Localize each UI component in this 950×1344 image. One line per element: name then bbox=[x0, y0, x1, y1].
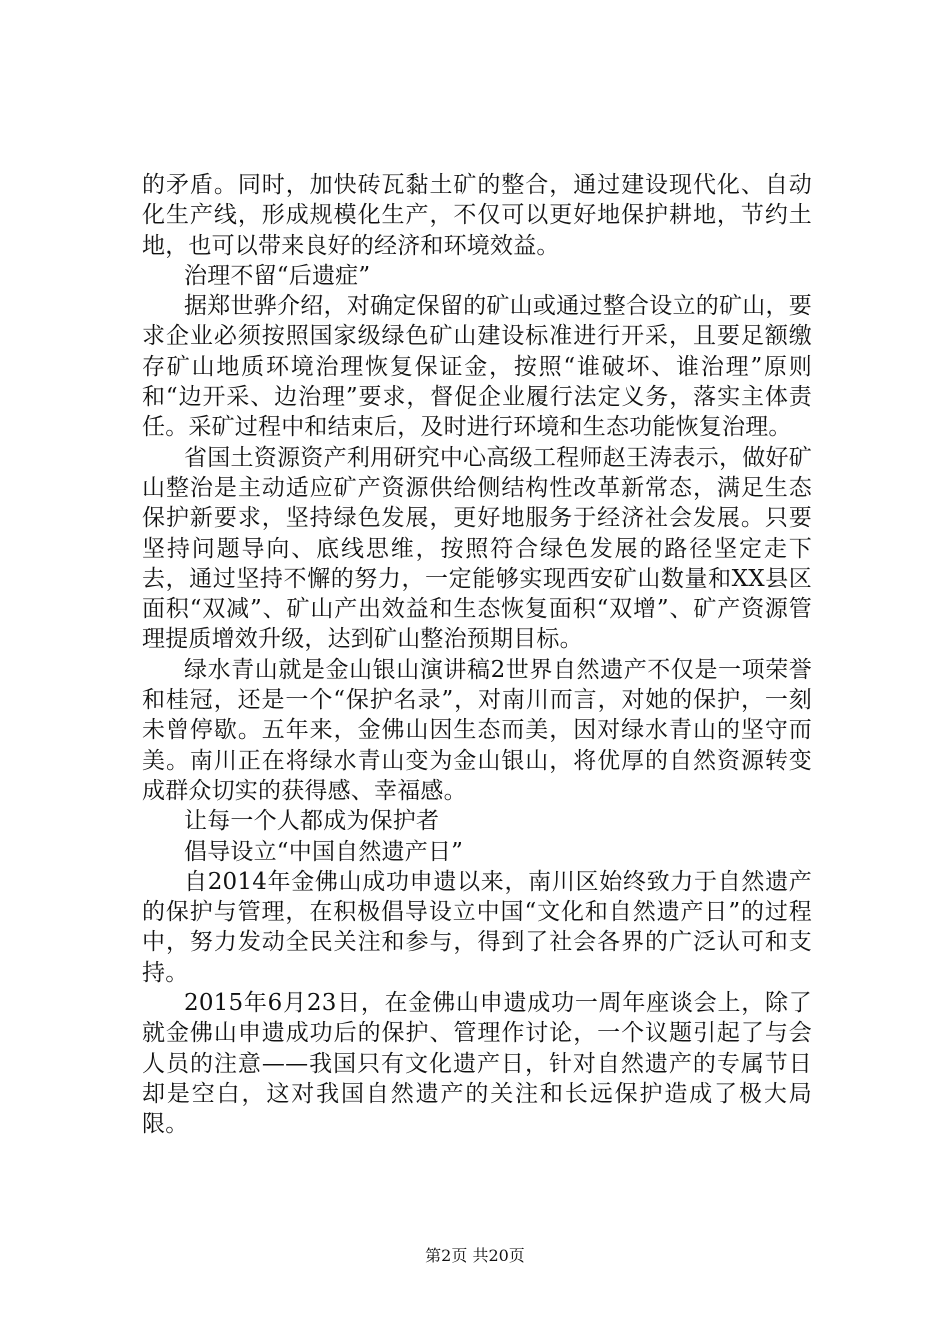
document-body bbox=[142, 170, 812, 1140]
page-number-footer: 第2页 共20页 bbox=[425, 1246, 525, 1265]
paragraph-5: 自2014年金佛山成功申遗以来，南川区始终致力于自然遗产的保护与管理，在积极倡导设立中国“文化和自然遗产日”的过程中，努力发动全民关注和参与，得到了社会各界的广泛认可和支持。 bbox=[142, 868, 812, 986]
paragraph-2: 据郑世骅介绍，对确定保留的矿山或通过整合设立的矿山，要求企业必须按照国家级绿色矿山建设标准进行开采，且要足额缴存矿山地质环境治理恢复保证金，按照“谁破坏、谁治理”原则和“边开采、边治理”要求，督促企业履行法定义务，落实主体责任。采矿过程中和结束后，及时进行环境和生态功能恢复治理。 bbox=[142, 293, 812, 441]
paragraph-6: 2015年6月23日，在金佛山申遗成功一周年座谈会上，除了就金佛山申遗成功后的保护、管理作讨论，一个议题引起了与会人员的注意——我国只有文化遗产日，针对自然遗产的专属节日却是空白，这对我国自然遗产的关注和长远保护造成了极大局限。 bbox=[142, 990, 812, 1138]
paragraph-1: 的矛盾。同时，加快砖瓦黏土矿的整合，通过建设现代化、自动化生产线，形成规模化生产，不仅可以更好地保护耕地，节约土地，也可以带来良好的经济和环境效益。 bbox=[142, 172, 812, 259]
section-heading-protector: 让每一个人都成为保护者 bbox=[184, 808, 440, 835]
paragraph-3: 省国土资源资产利用研究中心高级工程师赵王涛表示，做好矿山整治是主动适应矿产资源供给侧结构性改革新常态，满足生态保护新要求，坚持绿色发展，更好地服务于经济社会发展。只要坚持问题导向、底线思维，按照符合绿色发展的路径坚定走下去，通过坚持不懈的努力，一定能够实现西安矿山数量和XX县区面积“双减”、矿山产出效益和生态恢复面积“双增”、矿产资源管理提质增效升级，达到矿山整治预期目标。 bbox=[142, 444, 812, 653]
paragraph-4: 绿水青山就是金山银山演讲稿2世界自然遗产不仅是一项荣誉和桂冠，还是一个“保护名录”，对南川而言，对她的保护，一刻未曾停歇。五年来，金佛山因生态而美，因对绿水青山的坚守而美。南川正在将绿水青山变为金山银山，将优厚的自然资源转变成群众切实的获得感、幸福感。 bbox=[142, 656, 812, 804]
section-heading-governance: 治理不留“后遗症” bbox=[184, 262, 371, 289]
section-heading-heritage-day: 倡导设立“中国自然遗产日” bbox=[184, 838, 464, 865]
